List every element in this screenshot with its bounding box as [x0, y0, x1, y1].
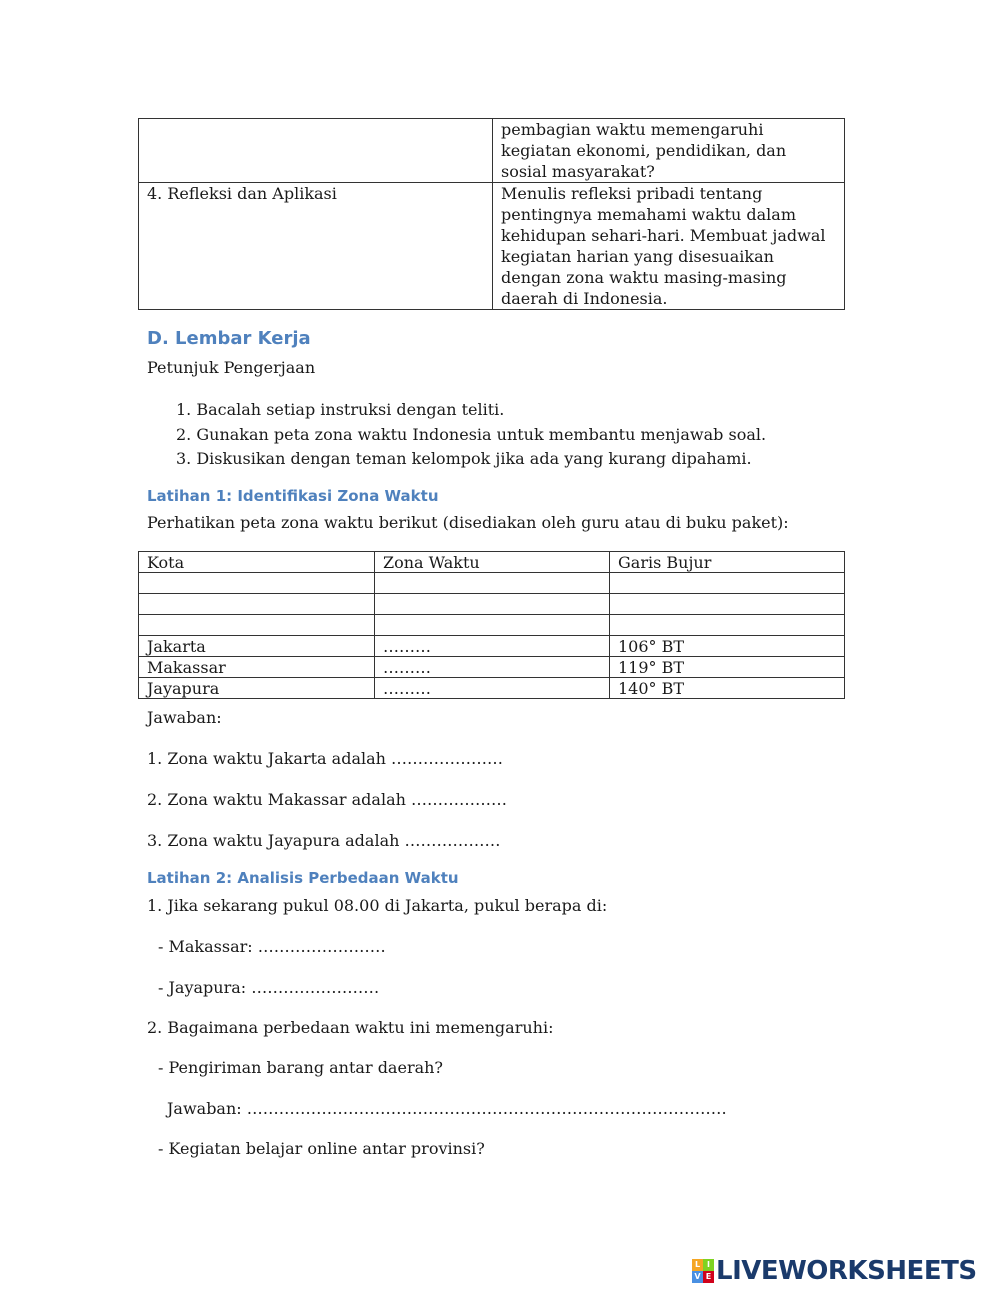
column-header: Garis Bujur [610, 552, 845, 573]
table-cell [610, 573, 845, 594]
answer-label: Jawaban: [147, 708, 222, 727]
liveworksheets-icon [692, 1259, 714, 1283]
table-cell [375, 573, 610, 594]
activity-description-cell: pembagian waktu memengaruhi kegiatan ekonomi, pendidikan, dan sosial masyarakat? [493, 119, 845, 183]
table-row [139, 615, 845, 636]
table-row [139, 119, 845, 183]
question-2-answer: Jawaban: ……………………………………………………………………………… [167, 1099, 727, 1118]
question-1-makassar: - Makassar: …………………… [158, 937, 386, 956]
list-item: 1. Bacalah setiap instruksi dengan teliti. [176, 400, 505, 419]
time-zone-table [138, 551, 845, 699]
table-row [139, 657, 845, 678]
table-cell [139, 573, 375, 594]
longitude-cell: 119° BT [610, 657, 845, 678]
list-item: 3. Diskusikan dengan teman kelompok jika ada yang kurang dipahami. [176, 449, 752, 468]
longitude-cell: 106° BT [610, 636, 845, 657]
instructions-title: Petunjuk Pengerjaan [147, 358, 316, 377]
table-row [139, 594, 845, 615]
list-item: 2. Gunakan peta zona waktu Indonesia untuk membantu menjawab soal. [176, 424, 767, 444]
table-cell [139, 594, 375, 615]
table-cell [139, 615, 375, 636]
question-1-jayapura: - Jayapura: …………………… [158, 978, 380, 997]
exercise-1-intro: Perhatikan peta zona waktu berikut (disediakan oleh guru atau di buku paket): [147, 513, 789, 532]
table-header-row [139, 552, 845, 573]
table-cell [610, 594, 845, 615]
logo-letter: I [703, 1259, 714, 1271]
answer-line: 3. Zona waktu Jayapura adalah ……………… [147, 831, 501, 850]
liveworksheets-logo [692, 1256, 977, 1286]
section-title: D. Lembar Kerja [147, 328, 311, 349]
zone-cell: ……… [375, 678, 610, 699]
table-row [139, 573, 845, 594]
table-row [139, 636, 845, 657]
city-cell: Makassar [139, 657, 375, 678]
exercise-1-title: Latihan 1: Identifikasi Zona Waktu [147, 487, 439, 505]
column-header: Zona Waktu [375, 552, 610, 573]
activity-description-cell: Menulis refleksi pribadi tentang pentingnya memahami waktu dalam kehidupan sehari-hari. Membuat jadwal kegiatan harian yang disesuaikan dengan zona waktu masing-masing daerah di Indonesia. [493, 183, 845, 310]
question-2: 2. Bagaimana perbedaan waktu ini memengaruhi: [147, 1018, 554, 1037]
city-cell: Jakarta [139, 636, 375, 657]
question-2-shipping: - Pengiriman barang antar daerah? [158, 1058, 444, 1077]
logo-letter: L [692, 1259, 703, 1271]
instructions-list [176, 398, 766, 472]
activity-stage-cell [139, 119, 493, 183]
answer-line: 1. Zona waktu Jakarta adalah ………………… [147, 749, 504, 768]
exercise-2-title: Latihan 2: Analisis Perbedaan Waktu [147, 869, 459, 887]
brand-name: LIVEWORKSHEETS [716, 1256, 977, 1286]
zone-cell: ……… [375, 636, 610, 657]
city-cell: Jayapura [139, 678, 375, 699]
activity-table [138, 118, 845, 310]
table-row [139, 183, 845, 310]
logo-letter: E [703, 1271, 714, 1283]
column-header: Kota [139, 552, 375, 573]
table-row [139, 678, 845, 699]
table-cell [375, 594, 610, 615]
table-cell [610, 615, 845, 636]
activity-stage-cell: 4. Refleksi dan Aplikasi [139, 183, 493, 310]
question-2-online-learning: - Kegiatan belajar online antar provinsi? [158, 1139, 485, 1158]
answer-line: 2. Zona waktu Makassar adalah ……………… [147, 790, 507, 809]
logo-letter: V [692, 1271, 703, 1283]
question-1: 1. Jika sekarang pukul 08.00 di Jakarta, pukul berapa di: [147, 896, 608, 915]
longitude-cell: 140° BT [610, 678, 845, 699]
table-cell [375, 615, 610, 636]
zone-cell: ……… [375, 657, 610, 678]
